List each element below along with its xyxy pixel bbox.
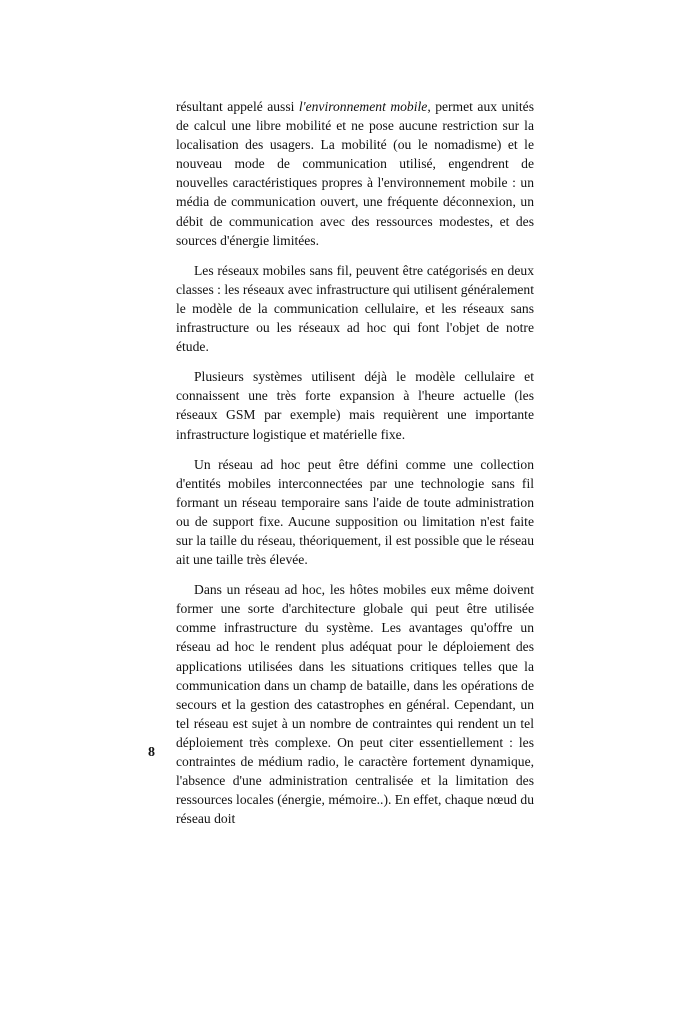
paragraph-2: Les réseaux mobiles sans fil, peuvent être catégorisés en deux classes : les réseaux avec infrastructure qui utilisent généralement le modèle de la communication cellulaire, et les réseaux sans infrastructure ou les réseaux ad hoc qui font l'objet de notre étude.	[176, 262, 534, 355]
paragraph-4: Un réseau ad hoc peut être défini comme une collection d'entités mobiles interconnectées par une technologie sans fil formant un réseau temporaire sans l'aide de toute administration ou de support fixe. Aucune supposition ou limitation n'est faite sur la taille du réseau, théoriquement, il est possible que le réseau ait une taille très élevée.	[176, 456, 534, 568]
paragraph-5: Dans un réseau ad hoc, les hôtes mobiles eux même doivent former une sorte d'architecture globale qui peut être utilisée comme infrastructure du système. Les avantages qu'offre un réseau ad hoc le rendent plus adéquat pour le déploiement des applications utilisées dans les situations critiques telles que la communication dans un champ de bataille, dans les opérations de secours et la gestion des catastrophes en général. Cependant, un tel réseau est sujet à un nombre de contraintes qui rendent un tel déploiement très complexe. On peut citer essentiellement : les contraintes de médium radio, le caractère fortement dynamique, l'absence d'une administration centralisée et la limitation des ressources locales (énergie, mémoire..). En effet, chaque nœud du réseau doit	[176, 582, 534, 827]
body-text	[176, 97, 534, 839]
paragraph-1-prefix: résultant appelé aussi	[176, 99, 299, 114]
page-number: 8	[148, 745, 155, 760]
paragraph-3: Plusieurs systèmes utilisent déjà le modèle cellulaire et connaissent une très forte expansion à l'heure actuelle (les réseaux GSM par exemple) mais requièrent une importante infrastructure logistique et matérielle fixe.	[176, 369, 534, 442]
paragraph-1-emphasis: l'environnement mobile	[298, 99, 428, 114]
paragraph-1	[176, 97, 534, 250]
paragraph-1-suffix: , permet aux unités de calcul une libre mobilité et ne pose aucune restriction sur la localisation des usagers. La mobilité (ou le nomadisme) et le nouveau mode de communication utilisé, engendrent de nouvelles caractéristiques propres à l'environnement mobile : un média de communication ouvert, une fréquente déconnexion, un débit de communication avec des ressources modestes, et des sources d'énergie limitées.	[176, 99, 534, 248]
